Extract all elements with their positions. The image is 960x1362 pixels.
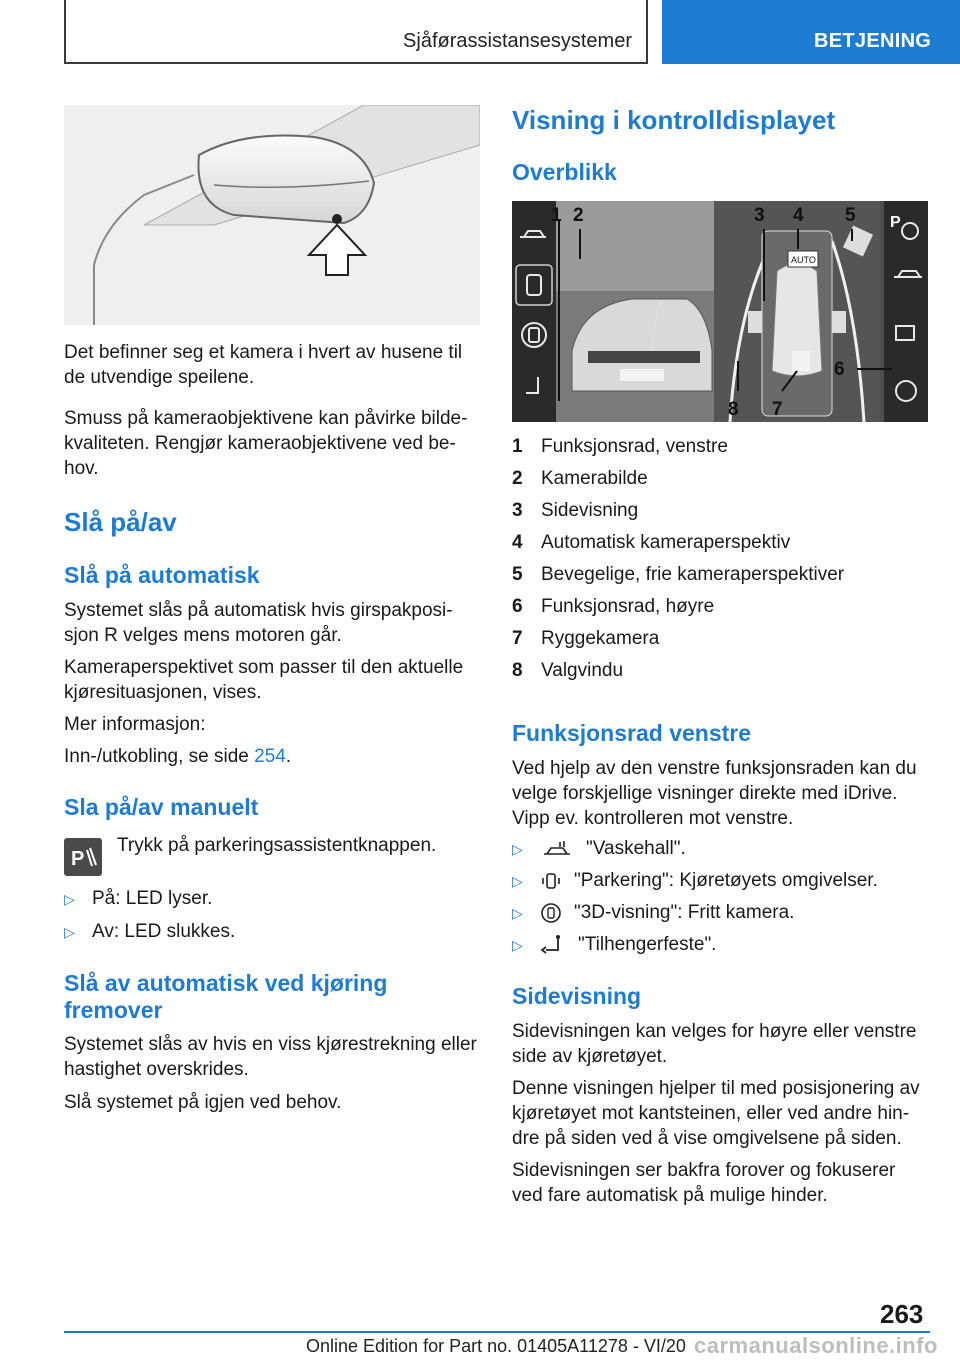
mirror-image bbox=[64, 105, 480, 325]
mirror-caption: Det befinner seg et kamera i hvert av husene til de utvendige speilene. bbox=[64, 342, 463, 388]
header-chapter-tab[interactable] bbox=[662, 0, 960, 64]
option-trailer-hitch: ▷ "Tilhengerfeste". bbox=[512, 934, 717, 955]
callout-2: 2 bbox=[573, 205, 584, 226]
bullet-triangle-icon: ▷ bbox=[512, 872, 523, 889]
legend-item: 1 Funksjonsrad, venstre bbox=[512, 436, 728, 457]
bullet-triangle-icon: ▷ bbox=[64, 890, 75, 907]
page-link-254[interactable]: 254 bbox=[254, 746, 286, 767]
callout-8: 8 bbox=[728, 399, 739, 420]
callout-6: 6 bbox=[834, 359, 845, 380]
legend-item: 2 Kamerabilde bbox=[512, 468, 648, 489]
callout-3: 3 bbox=[754, 205, 765, 226]
auto-badge: AUTO bbox=[791, 255, 816, 265]
edition-info: Online Edition for Part no. 01405A11278 - VI/20 bbox=[306, 1336, 686, 1356]
legend-item: 3 Sidevisning bbox=[512, 500, 639, 521]
3d-view-icon bbox=[540, 902, 562, 924]
watermark: carmanualsonline.info bbox=[694, 1333, 938, 1358]
heading-manual: Sla på/av manuelt bbox=[64, 794, 259, 820]
heading-side-view: Sidevisning bbox=[512, 983, 642, 1009]
heading-overview: Overblikk bbox=[512, 159, 617, 185]
heading-auto-on: Slå på automatisk bbox=[64, 562, 260, 588]
led-off-item: ▷ Av: LED slukkes. bbox=[64, 921, 236, 942]
header-section-box bbox=[64, 0, 648, 64]
trailer-hitch-icon bbox=[540, 934, 566, 956]
callout-5: 5 bbox=[845, 205, 856, 226]
cross-reference: Inn-/utkobling, se side 254. bbox=[64, 746, 292, 767]
callout-7: 7 bbox=[772, 399, 783, 420]
side-paragraph-2: Denne visningen hjelper til med posisjonering av kjøretøyet mot kantsteinen, eller ved andre hindre på siden ved å vise omgivelsene på siden. bbox=[512, 1078, 920, 1149]
option-3d-view: ▷ "3D-visning": Fritt kamera. bbox=[512, 902, 795, 923]
legend-item: 5 Bevegelige, frie kameraperspektiver bbox=[512, 564, 845, 585]
heading-auto-off-forward: Slå av automatisk ved kjøring fremover bbox=[64, 970, 388, 1023]
cleaning-note: Smuss på kameraobjektivene kan påvirke bildekvaliteten. Rengjør kameraobjektivene ved behov. bbox=[64, 408, 468, 479]
legend-item: 7 Ryggekamera bbox=[512, 628, 660, 649]
legend-item: 8 Valgvindu bbox=[512, 660, 624, 681]
header-section-title: Sjåførassistansesystemer bbox=[403, 30, 632, 52]
bullet-triangle-icon: ▷ bbox=[512, 840, 523, 857]
heading-left-function-row: Funksjonsrad venstre bbox=[512, 720, 752, 746]
led-on-item: ▷ På: LED lyser. bbox=[64, 888, 213, 909]
callout-1: 1 bbox=[551, 205, 562, 226]
park-assist-button-icon bbox=[64, 838, 102, 876]
left-row-paragraph: Ved hjelp av den venstre funksjonsraden kan du velge forskjellige visninger direkte med iDrive. Vipp ev. kontrolleren mot venstre. bbox=[512, 758, 917, 829]
side-paragraph-1: Sidevisningen kan velges for høyre eller venstre side av kjøretøyet. bbox=[512, 1021, 917, 1067]
header-chapter-title: BETJENING bbox=[814, 30, 932, 52]
heading-display: Visning i kontrolldisplayet bbox=[512, 105, 836, 135]
svg-text:P: P bbox=[71, 848, 85, 870]
svg-text:P: P bbox=[890, 214, 901, 231]
auto-paragraph-2: Kameraperspektivet som passer til den aktuelle kjøresituasjonen, vises. bbox=[64, 657, 464, 703]
bullet-triangle-icon: ▷ bbox=[512, 904, 523, 921]
option-parking: ▷ "Parkering": Kjøretøyets omgivelser. bbox=[512, 870, 878, 891]
bullet-triangle-icon: ▷ bbox=[512, 936, 523, 953]
callout-4: 4 bbox=[793, 205, 804, 226]
legend-item: 4 Automatisk kameraperspektiv bbox=[512, 532, 791, 553]
bullet-triangle-icon: ▷ bbox=[64, 923, 75, 940]
legend-item: 6 Funksjonsrad, høyre bbox=[512, 596, 715, 617]
forward-paragraph-1: Systemet slås av hvis en viss kjørestrekning eller hastighet overskrides. bbox=[64, 1034, 477, 1080]
forward-paragraph-2: Slå systemet på igjen ved behov. bbox=[64, 1092, 342, 1113]
heading-on-off: Slå på/av bbox=[64, 507, 177, 537]
page-number: 263 bbox=[880, 1299, 924, 1329]
side-paragraph-3: Sidevisningen ser bakfra forover og fokuserer ved fare automatisk på mulige hinder. bbox=[512, 1160, 896, 1206]
control-display-image bbox=[512, 201, 928, 422]
option-car-wash: ▷ "Vaskehall". bbox=[512, 838, 686, 859]
auto-paragraph-1: Systemet slås på automatisk hvis girspakposisjon R velges mens motoren går. bbox=[64, 600, 453, 646]
car-wash-icon bbox=[540, 839, 574, 859]
manual-instruction: Trykk på parkeringsassistentknappen. bbox=[117, 835, 437, 856]
more-info-label: Mer informasjon: bbox=[64, 714, 206, 735]
parking-surroundings-icon bbox=[540, 870, 562, 892]
